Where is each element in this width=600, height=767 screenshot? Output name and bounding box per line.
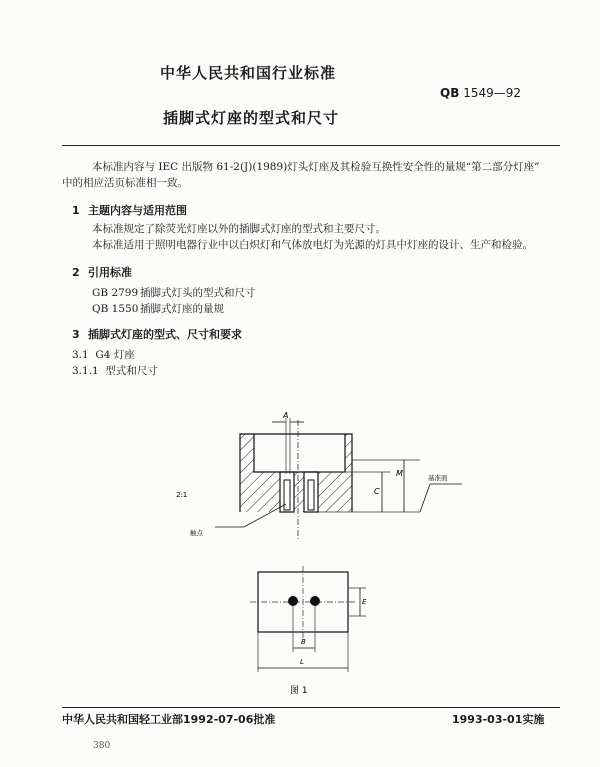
reference-code: GB 2799 [92,287,139,299]
code-prefix: QB [440,86,460,100]
subsection-3-1-1-label: 型式和尺寸 [105,365,158,377]
subsection-3-1-number: 3.1 [72,349,89,361]
section-3-title: 插脚式灯座的型式、尺寸和要求 [88,328,242,341]
page-number: 380 [93,741,111,751]
intro-line-2: 中的相应活页标准相一致。 [62,177,188,189]
subsection-3-1-1-number: 3.1.1 [72,365,99,377]
section-3-number: 3 [72,328,80,341]
dim-B-label: B [301,638,306,646]
dim-A-label: A [283,411,289,420]
code-number: 1549—92 [463,86,521,100]
reference-title: 插脚式灯头的型式和尺寸 [140,287,256,299]
reference-code: QB 1550 [92,303,139,315]
dim-M-label: M [396,469,403,478]
reference-surface-label: 基准面 [428,474,448,482]
section-1-para-1: 本标准规定了除荧光灯座以外的插脚式灯座的型式和主要尺寸。 [92,223,386,235]
section-1-title: 主题内容与适用范围 [88,204,187,217]
section-2-number: 2 [72,266,80,279]
reference-title: 插脚式灯座的量规 [140,303,224,315]
subsection-3-1-label: G4 灯座 [95,349,135,361]
section-view [176,411,462,540]
dim-E-label: E [362,598,367,606]
intro-line-1: 本标准内容与 IEC 出版物 61-2(J)(1989)灯头灯座及其检验互换性安全性的量规“第二部分灯座” [92,161,540,173]
document-title: 插脚式灯座的型式和尺寸 [163,109,340,127]
figure-caption: 图 1 [290,686,308,696]
dim-C-label: C [374,487,380,496]
section-1-number: 1 [72,204,80,217]
standard-category-title: 中华人民共和国行业标准 [160,64,337,82]
approval-line: 中华人民共和国轻工业部1992-07-06批准 [62,713,276,726]
implementation-date: 1993-03-01实施 [452,713,545,726]
section-2-title: 引用标准 [88,266,132,279]
dim-L-label: L [300,658,304,666]
contact-label: 触点 [190,529,203,537]
section-1-para-2: 本标准适用于照明电器行业中以白炽灯和气体放电灯为光源的灯具中灯座的设计、生产和检验。 [92,239,533,251]
scale-label: 2:1 [176,491,188,499]
footer-rule [62,707,560,708]
plan-view [250,566,367,672]
